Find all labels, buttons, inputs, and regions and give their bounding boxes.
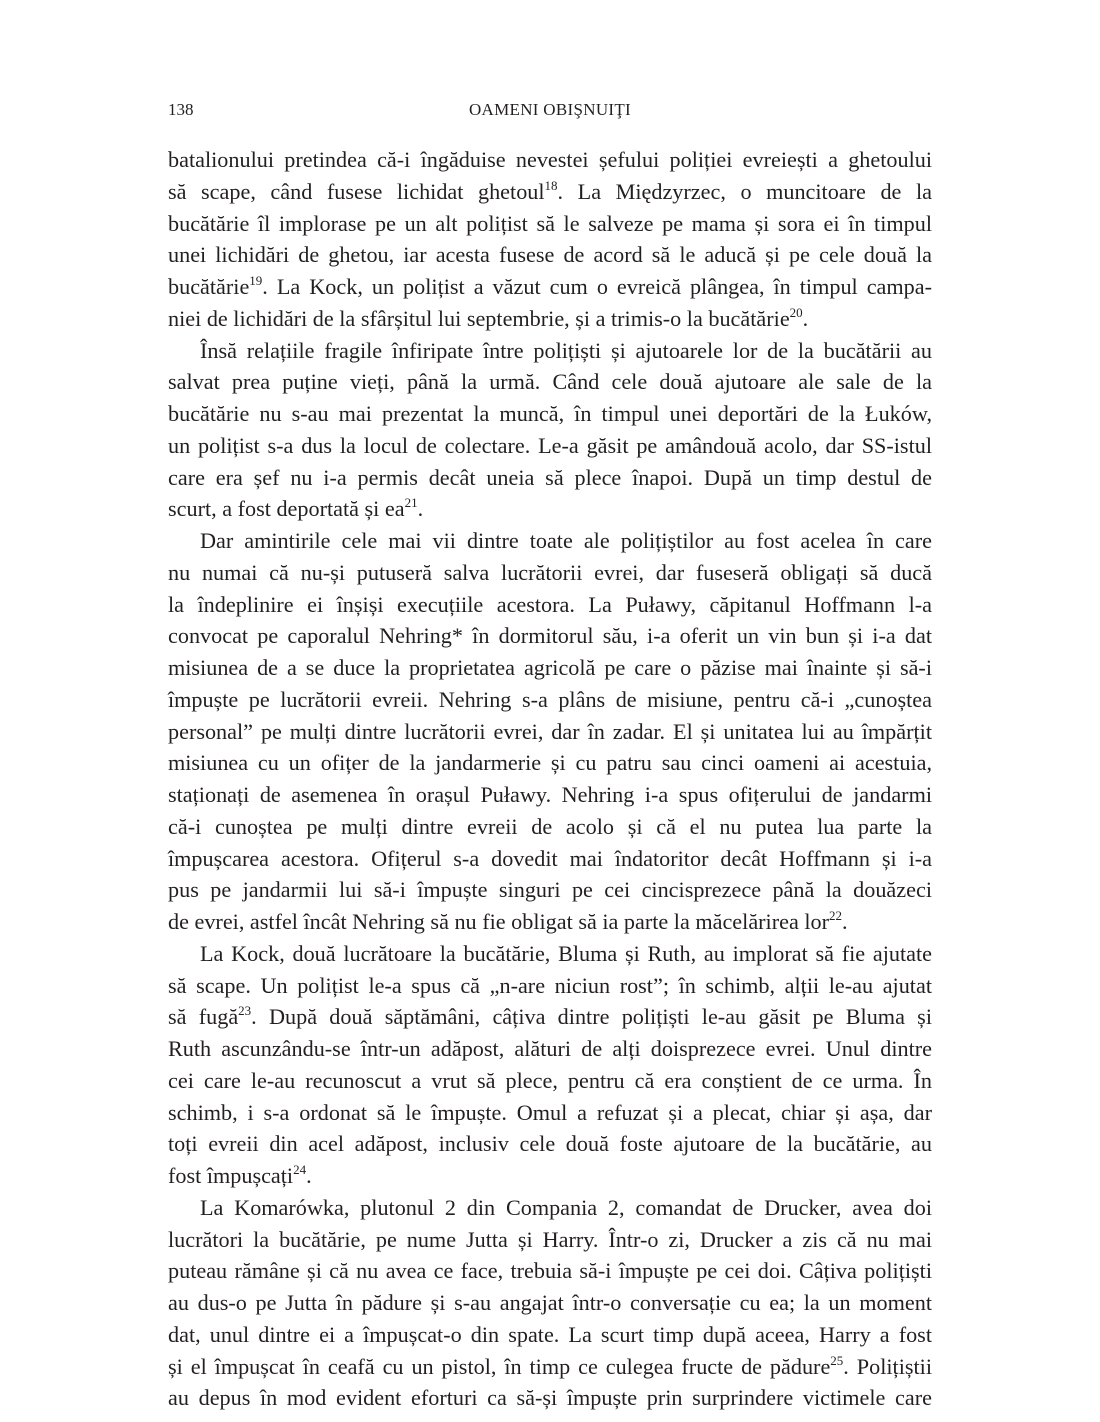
- line-text: nu numai că nu-și putuseră salva lucrătorii evrei, dar fuseseră obligați să ducă: [168, 559, 932, 585]
- line-text: schimb, i s-a ordonat să le împuște. Omul a refuzat și a plecat, chiar și așa, dar: [168, 1099, 932, 1125]
- line-text: cei care le-au recunoscut a vrut să plece, pentru că era conștient de ce urma. În: [168, 1067, 932, 1093]
- text-line: [168, 462, 932, 494]
- text-line: [168, 1351, 932, 1383]
- text-line: [168, 1065, 932, 1097]
- line-text: bucătărie îl implorase pe un alt polițist să le salveze pe mama și sora ei în timpul: [168, 210, 932, 236]
- line-text: pus pe jandarmii lui să-i împuște singuri pe cei cincisprezece până la douăzeci: [168, 877, 932, 903]
- line-text: lucrători la bucătărie, pe nume Jutta și Harry. Într-o zi, Drucker a zis că nu mai: [168, 1226, 932, 1252]
- line-text: fost împușcați: [168, 1163, 294, 1188]
- text-line: [168, 589, 932, 621]
- text-line: [168, 557, 932, 589]
- line-text-after-note: . La Międzyrzec, o muncitoare de la: [557, 178, 932, 204]
- line-text-after-note: . Polițiștii: [843, 1353, 932, 1379]
- text-line: [168, 366, 932, 398]
- footnote-reference[interactable]: 18: [544, 177, 558, 193]
- line-text-after-note: .: [306, 1163, 312, 1188]
- line-text: să fugă: [168, 1004, 239, 1030]
- paragraph: [168, 525, 932, 938]
- text-line: [168, 303, 932, 335]
- line-text: împușcarea acestora. Ofițerul s-a dovedit mai îndatoritor decât Hoffmann și i-a: [168, 845, 932, 871]
- text-line: [168, 1287, 932, 1319]
- body-text: [168, 144, 932, 1414]
- line-text: Ruth ascunzându-se într-un adăpost, alături de alți doisprezece evrei. Unul dintre: [168, 1036, 932, 1061]
- text-line: [168, 779, 932, 811]
- text-line: [168, 335, 932, 367]
- text-line: [168, 1255, 932, 1287]
- line-text: batalionului pretindea că-i îngăduise nevestei șefului poliției evreiești a ghetoului: [168, 147, 932, 172]
- text-line: [168, 811, 932, 843]
- text-line: [168, 620, 932, 652]
- text-line: [168, 1097, 932, 1129]
- line-text: niei de lichidări de la sfârșitul lui septembrie, și a trimis-o la bucătărie: [168, 305, 790, 331]
- line-text: Însă relațiile fragile înfiripate între polițiști și ajutoarele lor de la bucătării au: [200, 337, 932, 363]
- line-text: La Komarówka, plutonul 2 din Compania 2, comandat de Drucker, avea doi: [200, 1194, 932, 1220]
- line-text: că-i cunoștea pe mulți dintre evreii de acolo și că el nu putea lua parte la: [168, 813, 932, 839]
- line-text: La Kock, două lucrătoare la bucătărie, Bluma și Ruth, au implorat să fie ajutate: [200, 940, 932, 966]
- text-line: [168, 208, 932, 240]
- line-text: scurt, a fost deportată și ea: [168, 496, 405, 522]
- text-line: [168, 1224, 932, 1256]
- line-text: au dus-o pe Jutta în pădure și s-au angajat într-o conversație cu ea; la un moment: [168, 1290, 932, 1315]
- line-text: la îndeplinire ei înșiși execuțiile acestora. La Puławy, căpitanul Hoffmann l-a: [168, 591, 932, 617]
- text-line: [168, 271, 932, 303]
- text-line: [168, 430, 932, 462]
- line-text: împuște pe lucrătorii evreii. Nehring s-a plâns de misiune, pentru că-i „cunoștea: [168, 686, 932, 712]
- text-line: [168, 398, 932, 430]
- line-text-after-note: .: [417, 496, 424, 522]
- footnote-reference[interactable]: 21: [404, 495, 418, 511]
- line-text: misiunea cu un ofițer de la jandarmerie și cu patru sau cinci oameni ai acestuia,: [168, 750, 932, 776]
- line-text: staționați de asemenea în orașul Puławy. Nehring i-a spus ofițerului de jandarmi: [168, 782, 932, 807]
- line-text: salvat prea puține vieți, până la urmă. Când cele două ajutoare ale sale de la: [168, 369, 932, 395]
- text-line: [168, 176, 932, 208]
- line-text: care era șef nu i-a permis decât uneia să plece înapoi. După un timp destul de: [168, 464, 932, 490]
- text-line: [168, 970, 932, 1002]
- footnote-reference[interactable]: 25: [830, 1352, 844, 1368]
- line-text: toți evreii din acel adăpost, inclusiv cele două foste ajutoare de la bucătărie, au: [168, 1131, 932, 1157]
- text-line: [168, 1128, 932, 1160]
- line-text: și el împușcat în ceafă cu un pistol, în timp ce culegea fructe de pădure: [168, 1353, 831, 1379]
- running-head: [168, 98, 932, 122]
- line-text: dat, unul dintre ei a împușcat-o din spate. La scurt timp după aceea, Harry a fost: [168, 1321, 932, 1347]
- line-text: personal” pe mulți dintre lucrătorii evrei, dar în zadar. El și unitatea lui au împărțit: [168, 718, 932, 744]
- line-text: de evrei, astfel încât Nehring să nu fie obligat să ia parte la măcelărirea lor: [168, 909, 829, 934]
- footnote-reference[interactable]: 23: [238, 1003, 252, 1019]
- footnote-reference[interactable]: 19: [249, 273, 263, 288]
- line-text: misiunea de a se duce la proprietatea agricolă pe care o păzise mai înainte și să-i: [168, 655, 932, 680]
- page-number: 138: [168, 100, 194, 119]
- text-line: [168, 144, 932, 176]
- text-line: [168, 652, 932, 684]
- text-line: [168, 239, 932, 271]
- line-text-after-note: .: [842, 909, 848, 934]
- running-title: OAMENI OBIŞNUIŢI: [468, 100, 632, 119]
- footnote-reference[interactable]: 24: [293, 1162, 307, 1177]
- text-line: [168, 1033, 932, 1065]
- text-line: [168, 938, 932, 970]
- text-line: [168, 1192, 932, 1224]
- line-text: să scape, când fusese lichidat ghetoul: [168, 178, 545, 204]
- line-text: să scape. Un polițist le-a spus că „n-are niciun rost”; în schimb, alții le-au ajutat: [168, 972, 932, 998]
- line-text-after-note: .: [802, 305, 809, 331]
- text-line: [168, 1160, 932, 1192]
- line-text: un polițist s-a dus la locul de colectare. Le-a găsit pe amândouă acolo, dar SS-istul: [168, 432, 932, 458]
- line-text: Dar amintirile cele mai vii dintre toate ale polițiștilor au fost acelea în care: [200, 528, 932, 553]
- line-text: bucătărie nu s-au mai prezentat la muncă, în timpul unei deportări de la Łuków,: [168, 401, 932, 426]
- paragraph: [168, 1192, 932, 1414]
- text-line: [168, 874, 932, 906]
- text-line: [168, 1382, 932, 1414]
- text-line: [168, 1001, 932, 1033]
- text-line: [168, 493, 932, 525]
- line-text: puteau rămâne și că nu avea ce face, trebuia să-i împuște pe cei doi. Câțiva polițiști: [168, 1258, 932, 1284]
- text-line: [168, 525, 932, 557]
- paragraph: [168, 335, 932, 526]
- text-line: [168, 684, 932, 716]
- line-text: au depus în mod evident eforturi ca să-și împuște prin surprindere victimele care: [168, 1385, 932, 1411]
- line-text: convocat pe caporalul Nehring* în dormitorul său, i-a oferit un vin bun și i-a dat: [168, 623, 932, 649]
- line-text-after-note: . După două săptămâni, câțiva dintre polițiști le-au găsit pe Bluma și: [251, 1004, 932, 1030]
- paragraph: [168, 938, 932, 1192]
- text-line: [168, 906, 932, 938]
- line-text-after-note: . La Kock, un polițist a văzut cum o evreică plângea, în timpul campa-: [262, 274, 932, 299]
- text-line: [168, 716, 932, 748]
- line-text: bucătărie: [168, 274, 250, 299]
- paragraph: [168, 144, 932, 335]
- footnote-reference[interactable]: 20: [789, 304, 803, 320]
- text-line: [168, 1319, 932, 1351]
- line-text: unei lichidări de ghetou, iar acesta fusese de acord să le aducă și pe cele două la: [168, 242, 932, 268]
- footnote-reference[interactable]: 22: [829, 908, 842, 923]
- text-line: [168, 747, 932, 779]
- text-line: [168, 843, 932, 875]
